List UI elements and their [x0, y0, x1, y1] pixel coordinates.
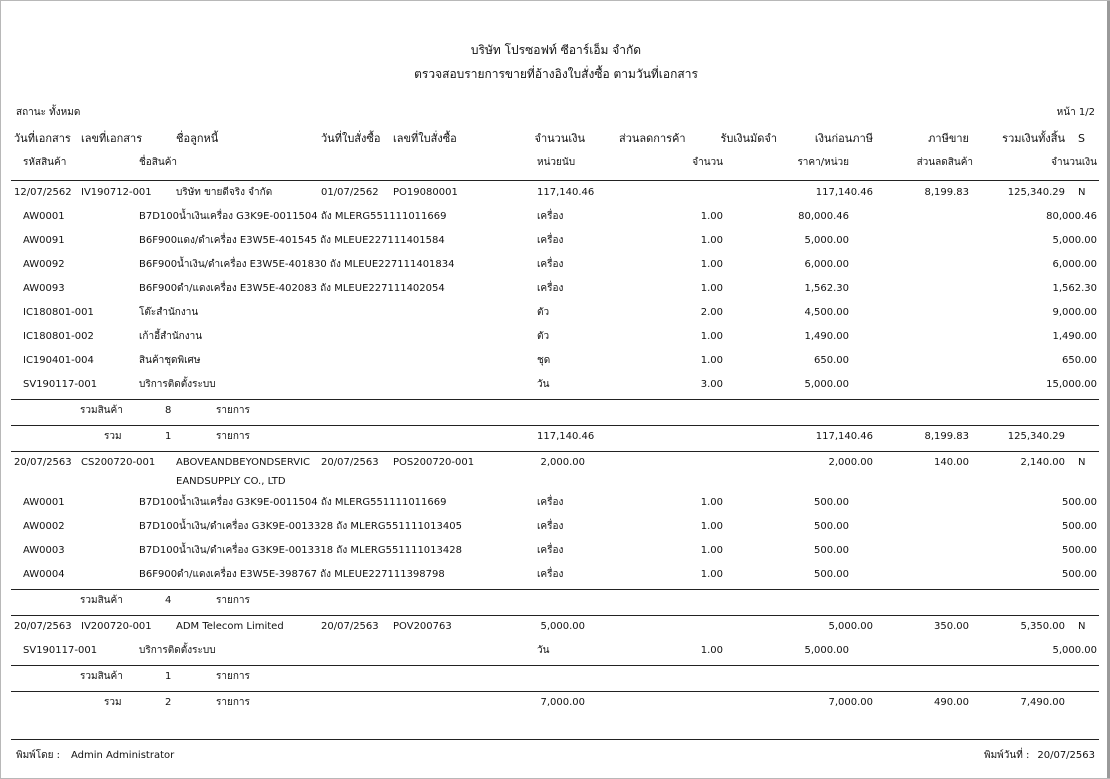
group-total-amount: 7,000.00 — [540, 697, 585, 708]
item-unit: เครื่อง — [537, 235, 564, 246]
col-doc-date: วันที่เอกสาร — [14, 132, 71, 145]
group-total-count: 1 — [165, 431, 172, 442]
item-code: AW0002 — [23, 521, 65, 532]
item-code: AW0093 — [23, 283, 65, 294]
item-qty: 1.00 — [700, 211, 723, 222]
item-name: โต๊ะสำนักงาน — [139, 307, 199, 318]
col-doc-no: เลขที่เอกสาร — [81, 132, 143, 145]
doc-amount: 2,000.00 — [540, 457, 585, 468]
item-code: AW0004 — [23, 569, 65, 580]
print-date: 20/07/2563 — [1037, 750, 1095, 761]
item-amount: 500.00 — [1062, 545, 1097, 556]
item-unit: เครื่อง — [537, 497, 564, 508]
doc-before-vat: 117,140.46 — [815, 187, 873, 198]
item-qty: 1.00 — [700, 521, 723, 532]
doc-po-date: 20/07/2563 — [321, 621, 379, 632]
col-amount: จำนวนเงิน — [534, 132, 585, 145]
group-total-vat: 8,199.83 — [924, 431, 969, 442]
item-unit: เครื่อง — [537, 259, 564, 270]
doc-status: N — [1078, 457, 1086, 468]
printed-by: Admin Administrator — [71, 750, 175, 761]
item-price: 5,000.00 — [804, 379, 849, 390]
group-total-before-vat: 7,000.00 — [828, 697, 873, 708]
item-price: 4,500.00 — [804, 307, 849, 318]
item-amount: 9,000.00 — [1052, 307, 1097, 318]
group-total-count: 2 — [165, 697, 172, 708]
item-name: B7D100น้ำเงิน/ดำเครื่อง G3K9E-0013318 ถัง MLERG551111013428 — [139, 545, 462, 556]
doc-vat: 350.00 — [934, 621, 969, 632]
doc-po-no: POV200763 — [393, 621, 452, 632]
page-number: หน้า 1/2 — [1056, 107, 1095, 118]
item-name: B6F900แดง/ดำเครื่อง E3W5E-401545 ถัง MLEUE227111401584 — [139, 235, 445, 246]
item-price: 500.00 — [814, 569, 849, 580]
item-price: 500.00 — [814, 521, 849, 532]
item-qty: 1.00 — [700, 235, 723, 246]
doc-no: CS200720-001 — [81, 457, 156, 468]
item-summary-count: 8 — [165, 405, 172, 416]
item-amount: 650.00 — [1062, 355, 1097, 366]
item-summary-label: รวมสินค้า — [80, 595, 123, 606]
doc-total: 125,340.29 — [1007, 187, 1065, 198]
item-price: 500.00 — [814, 545, 849, 556]
item-code: IC190401-004 — [23, 355, 94, 366]
col-discount: ส่วนลดการค้า — [619, 132, 686, 145]
item-code: AW0003 — [23, 545, 65, 556]
doc-customer: ADM Telecom Limited — [176, 621, 284, 632]
item-price: 5,000.00 — [804, 235, 849, 246]
item-amount: 15,000.00 — [1046, 379, 1097, 390]
col-price: ราคา/หน่วย — [797, 157, 849, 168]
item-qty: 1.00 — [700, 331, 723, 342]
header-divider — [11, 180, 1099, 181]
company-name: บริษัท โปรซอฟท์ ซีอาร์เอ็ม จำกัด — [470, 43, 642, 57]
item-summary-count: 1 — [165, 671, 172, 682]
doc-date: 20/07/2563 — [14, 621, 72, 632]
item-qty: 1.00 — [700, 645, 723, 656]
group-total-total: 125,340.29 — [1007, 431, 1065, 442]
col-s: S — [1078, 132, 1085, 145]
doc-date: 12/07/2562 — [14, 187, 72, 198]
item-unit: ตัว — [537, 331, 550, 342]
item-name: B6F900ดำ/แดงเครื่อง E3W5E-402083 ถัง MLEUE227111402054 — [139, 283, 445, 294]
group-total-label: รวม — [104, 431, 122, 442]
item-unit: เครื่อง — [537, 521, 564, 532]
item-price: 6,000.00 — [804, 259, 849, 270]
item-price: 650.00 — [814, 355, 849, 366]
item-unit: ตัว — [537, 307, 550, 318]
item-unit: เครื่อง — [537, 211, 564, 222]
row-divider — [11, 691, 1099, 692]
doc-po-date: 01/07/2562 — [321, 187, 379, 198]
item-code: AW0092 — [23, 259, 65, 270]
doc-amount: 117,140.46 — [537, 187, 595, 198]
item-qty: 3.00 — [700, 379, 723, 390]
item-unit: วัน — [537, 645, 550, 656]
item-price: 1,562.30 — [804, 283, 849, 294]
item-qty: 1.00 — [700, 355, 723, 366]
item-summary-unit: รายการ — [216, 595, 250, 606]
doc-no: IV200720-001 — [81, 621, 152, 632]
item-name: สินค้าชุดพิเศษ — [139, 355, 201, 366]
item-price: 500.00 — [814, 497, 849, 508]
item-qty: 1.00 — [700, 283, 723, 294]
col-item-code: รหัสสินค้า — [23, 157, 67, 168]
row-divider — [11, 665, 1099, 666]
item-amount: 5,000.00 — [1052, 235, 1097, 246]
item-summary-label: รวมสินค้า — [80, 671, 123, 682]
doc-amount: 5,000.00 — [540, 621, 585, 632]
doc-before-vat: 5,000.00 — [828, 621, 873, 632]
footer-divider — [11, 739, 1099, 740]
item-unit: เครื่อง — [537, 283, 564, 294]
item-price: 80,000.46 — [798, 211, 849, 222]
group-total-amount: 117,140.46 — [537, 431, 595, 442]
row-divider — [11, 399, 1099, 400]
group-total-label: รวม — [104, 697, 122, 708]
item-amount: 500.00 — [1062, 497, 1097, 508]
item-name: เก้าอี้สำนักงาน — [139, 331, 203, 342]
report-title: ตรวจสอบรายการขายที่อ้างอิงใบสั่งซื้อ ตามวันที่เอกสาร — [414, 67, 698, 81]
item-amount: 80,000.46 — [1046, 211, 1097, 222]
row-divider — [11, 451, 1099, 452]
group-total-total: 7,490.00 — [1020, 697, 1065, 708]
col-po-date: วันที่ใบสั่งซื้อ — [321, 132, 381, 145]
print-date-label: พิมพ์วันที่ : — [984, 750, 1030, 761]
doc-total: 5,350.00 — [1020, 621, 1065, 632]
col-po-no: เลขที่ใบสั่งซื้อ — [393, 132, 457, 145]
col-vat: ภาษีขาย — [928, 132, 969, 145]
doc-vat: 8,199.83 — [924, 187, 969, 198]
status-label: สถานะ ทั้งหมด — [16, 107, 81, 118]
item-name: บริการติดตั้งระบบ — [139, 379, 216, 390]
doc-no: IV190712-001 — [81, 187, 152, 198]
doc-before-vat: 2,000.00 — [828, 457, 873, 468]
item-amount: 6,000.00 — [1052, 259, 1097, 270]
col-total: รวมเงินทั้งสิ้น — [1002, 132, 1065, 145]
col-line-amount: จำนวนเงิน — [1051, 157, 1097, 168]
item-qty: 1.00 — [700, 545, 723, 556]
col-deposit: รับเงินมัดจำ — [720, 132, 777, 145]
item-name: B7D100น้ำเงินเครื่อง G3K9E-0011504 ถัง MLERG551111011669 — [139, 497, 447, 508]
doc-customer-line2: EANDSUPPLY CO., LTD — [176, 476, 286, 487]
item-code: SV190117-001 — [23, 645, 98, 656]
row-divider — [11, 425, 1099, 426]
item-name: บริการติดตั้งระบบ — [139, 645, 216, 656]
item-name: B6F900น้ำเงิน/ดำเครื่อง E3W5E-401830 ถัง MLEUE227111401834 — [139, 259, 455, 270]
item-summary-unit: รายการ — [216, 671, 250, 682]
item-name: B7D100น้ำเงิน/ดำเครื่อง G3K9E-0013328 ถัง MLERG551111013405 — [139, 521, 462, 532]
item-price: 1,490.00 — [804, 331, 849, 342]
item-unit: เครื่อง — [537, 545, 564, 556]
col-qty: จำนวน — [692, 157, 723, 168]
item-qty: 1.00 — [700, 497, 723, 508]
col-customer: ชื่อลูกหนี้ — [176, 132, 219, 145]
item-amount: 1,490.00 — [1052, 331, 1097, 342]
doc-total: 2,140.00 — [1020, 457, 1065, 468]
doc-status: N — [1078, 187, 1086, 198]
item-code: SV190117-001 — [23, 379, 98, 390]
item-amount: 1,562.30 — [1052, 283, 1097, 294]
item-summary-unit: รายการ — [216, 405, 250, 416]
item-qty: 1.00 — [700, 569, 723, 580]
group-total-before-vat: 117,140.46 — [815, 431, 873, 442]
col-before-vat: เงินก่อนภาษี — [814, 132, 873, 145]
item-code: AW0001 — [23, 211, 65, 222]
item-price: 5,000.00 — [804, 645, 849, 656]
doc-po-no: PO19080001 — [393, 187, 458, 198]
group-total-unit: รายการ — [216, 697, 250, 708]
item-unit: วัน — [537, 379, 550, 390]
item-name: B7D100น้ำเงินเครื่อง G3K9E-0011504 ถัง MLERG551111011669 — [139, 211, 447, 222]
group-total-unit: รายการ — [216, 431, 250, 442]
doc-date: 20/07/2563 — [14, 457, 72, 468]
item-unit: เครื่อง — [537, 569, 564, 580]
col-item-discount: ส่วนลดสินค้า — [916, 157, 973, 168]
item-name: B6F900ดำ/แดงเครื่อง E3W5E-398767 ถัง MLEUE227111398798 — [139, 569, 445, 580]
item-amount: 500.00 — [1062, 521, 1097, 532]
row-divider — [11, 615, 1099, 616]
group-total-vat: 490.00 — [934, 697, 969, 708]
item-code: IC180801-002 — [23, 331, 94, 342]
doc-customer: ABOVEANDBEYONDSERVIC — [176, 457, 311, 468]
row-divider — [11, 589, 1099, 590]
item-unit: ชุด — [537, 355, 551, 366]
doc-status: N — [1078, 621, 1086, 632]
item-summary-count: 4 — [165, 595, 172, 606]
item-code: AW0091 — [23, 235, 65, 246]
item-qty: 2.00 — [700, 307, 723, 318]
doc-po-date: 20/07/2563 — [321, 457, 379, 468]
item-code: AW0001 — [23, 497, 65, 508]
item-amount: 500.00 — [1062, 569, 1097, 580]
item-qty: 1.00 — [700, 259, 723, 270]
item-amount: 5,000.00 — [1052, 645, 1097, 656]
doc-vat: 140.00 — [934, 457, 969, 468]
item-code: IC180801-001 — [23, 307, 94, 318]
doc-po-no: POS200720-001 — [393, 457, 475, 468]
item-summary-label: รวมสินค้า — [80, 405, 123, 416]
col-unit: หน่วยนับ — [537, 157, 576, 168]
doc-customer: บริษัท ขายดีจริง จำกัด — [176, 187, 273, 198]
col-item-name: ชื่อสินค้า — [139, 157, 178, 168]
printed-by-label: พิมพ์โดย : — [16, 750, 61, 761]
